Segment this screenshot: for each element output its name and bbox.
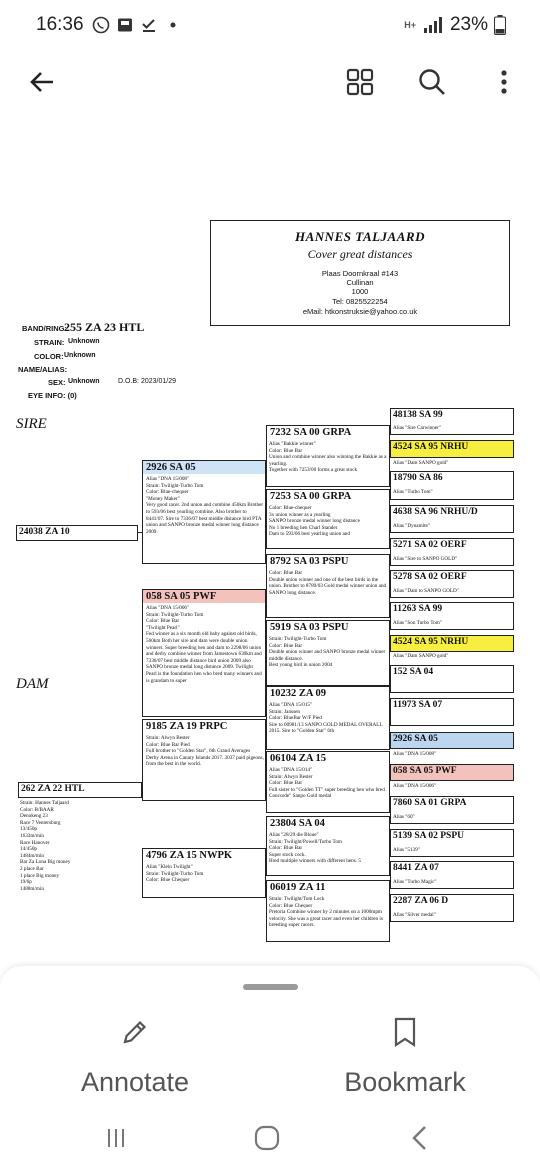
pedigree-document[interactable] (10, 214, 526, 944)
grid-view-icon (346, 68, 374, 96)
eye-info: EYE INFO: (0) (28, 391, 77, 400)
back-nav-button[interactable] (400, 1118, 440, 1158)
notification-icons (92, 16, 182, 34)
gen4-alias-5: Alias "Sire to SANPO GOLD" (393, 556, 458, 562)
gen4-cell-4 (390, 505, 514, 533)
gen4-alias-13: Alias "60" (393, 814, 415, 820)
name-label: NAME/ALIAS: (18, 365, 68, 374)
gen4-alias-7: Alias "Son Turbo Tom" (393, 620, 442, 626)
gen3-box-7 (266, 816, 390, 876)
sire-id: 24038 ZA 10 (19, 527, 70, 537)
gen3-id-7: 23804 SA 04 (270, 818, 325, 829)
battery-icon (494, 15, 506, 35)
date-of-birth: D.O.B: 2023/01/29 (118, 378, 176, 385)
gen4-alias-6: Alias "Dam to SANPO GOLD" (393, 588, 459, 594)
gen3-desc-6: Alias "DNA 15/014" Strain: Alwyn Bester Color: Blue Bar Full sister to "Golden TT" super breeding hen who bred Concorde" Sanpo Gold medal (269, 767, 385, 800)
sire-label: SIRE (16, 416, 47, 432)
recent-apps-button[interactable] (96, 1118, 136, 1158)
gen3-desc-2: Color: Blue-chequer 3x union winner as a yearling SANPO bronze medal winner long distance No 1 breeding hen Charl Stander Dam to 593/06 best yearling union and (269, 505, 360, 538)
address-line-3: 1000 (351, 287, 369, 296)
connector-line (138, 532, 142, 533)
gen3-desc-4: Strain: Twilight-Turbo Tom Color: Blue Bar Double union winner and SANPO bronze medal winner middle distance. Best young bird in union 2004 (269, 636, 386, 669)
dam-box (18, 782, 142, 912)
gen3-box-3 (266, 554, 390, 618)
sire-dam-id: 058 SA 05 PWF (143, 590, 265, 603)
gen4-alias-3: Alias "Turbo Tom" (393, 489, 433, 495)
gen4-id-11: 2926 SA 05 (393, 734, 438, 744)
drag-handle[interactable] (243, 984, 298, 990)
gen3-id-1: 7232 SA 00 GRPA (270, 427, 352, 438)
gen4-alias-14: Alias "5139" (393, 847, 420, 853)
sire-box (16, 525, 138, 541)
gen4-id-10: 11973 SA 07 (393, 700, 443, 710)
dam-description: Strain: Hannes Taljaard Color: B/BAAR Denokeng 23 Race 7 Ventersburg 13/450p 1633m/min Race Hanover 14/450p 1484m/min Bar Za Lona Big money 2 place Bar 1 place Big money 19/6p 1488m/min (20, 800, 71, 892)
home-icon (254, 1125, 280, 1151)
gen3-box-8 (266, 880, 390, 942)
gen4-alias-2: Alias "Dam SANPO gold" (393, 460, 449, 466)
dam-sire-id: 9185 ZA 19 PRPC (146, 721, 228, 732)
gen4-cell-8 (390, 635, 514, 652)
gen4-cell-15 (390, 861, 514, 889)
more-options-button[interactable] (482, 60, 526, 104)
gen4-cell-14 (390, 829, 514, 857)
gen4-cell-1 (390, 408, 514, 435)
dam-dam-description: Alias "Klein Twilight" Strain: Twilight-Turbo Tom Color: Blue Chequer (146, 864, 204, 884)
gen4-cell-6 (390, 570, 514, 598)
address-line-1: Plaas Doornkraal #143 (321, 269, 399, 278)
gen4-cell-5 (390, 538, 514, 566)
annotate-label: Annotate (80, 1067, 190, 1097)
gen4-id-1: 48138 SA 99 (393, 410, 443, 420)
gen4-id-8: 4524 SA 95 NRHU (393, 637, 469, 647)
gen4-alias-8: Alias "Dam SANPO gold" (393, 653, 449, 659)
more-notifications-dot-icon (164, 16, 182, 34)
band-label: BAND/RING: (22, 324, 67, 333)
gen4-id-5: 5271 SA 02 OERF (393, 540, 467, 550)
gen4-id-14: 5139 SA 02 PSPU (393, 831, 464, 841)
gen4-cell-12 (390, 764, 514, 781)
bookmark-button[interactable] (305, 1016, 505, 1098)
top-app-bar (0, 50, 540, 114)
gen4-alias-12: Alias "DNA 15/006" (393, 783, 437, 789)
back-chevron-icon (410, 1125, 430, 1151)
gen3-id-2: 7253 SA 00 GRPA (270, 491, 352, 502)
gen4-id-2: 4524 SA 95 NRHU (393, 442, 469, 452)
email: eMail: htkonstruksie@yahoo.co.uk (302, 307, 418, 316)
gen3-id-3: 8792 SA 03 PSPU (270, 556, 349, 567)
gen4-id-7: 11263 SA 99 (393, 604, 443, 614)
gen3-desc-7: Alias "28/29 die Bloue" Strain: Twilight/Powell/Turbo Tom Color: Blue Bar Super stock cock. Bred multiple winners with different hens. 5 (269, 832, 361, 865)
telephone: Tel: 0825522254 (332, 297, 388, 306)
bookmark-label: Bookmark (344, 1067, 466, 1097)
gen4-cell-11 (390, 732, 514, 749)
sire-sire-id: 2926 SA 05 (143, 461, 265, 474)
home-button[interactable] (247, 1118, 287, 1158)
network-type: H+ (404, 20, 416, 30)
breeder-header (210, 220, 510, 326)
gen3-id-4: 5919 SA 03 PSPU (270, 622, 349, 633)
annotate-button[interactable] (35, 1016, 235, 1098)
color-value: Unknown (64, 352, 96, 359)
status-bar (0, 0, 540, 50)
whatsapp-icon (92, 16, 110, 34)
sire-sire-description: Alias "DNA 15/008" Strain: Twilight-Turbo Tom Color: Blue-chequer "Money Maker" Very good racer. 2nd union and combine 450km Brother to 593/06 best yearling combine. Also brother to 8441/07. Sire to 7336/07 best middle distance bird PTA union and SANPO bronze medal winner long distance 2009. (146, 476, 264, 535)
gen4-alias-15: Alias "Turbo Magic" (393, 879, 437, 885)
gen3-desc-5: Alias "DNA 15/015" Strain: Janssen Color: BlueBar W/F Pied Sire to 00981/13 SANPO GOLD MEDAL OVERALL 2015. Sire to "Golden Star" 6th (269, 702, 383, 735)
gen3-desc-1: Alias "Bakkie winner" Color: Blue Bar Union and combine winner also winning the Bakkie as a yearling. Together with 7253/00 forms a great stock (269, 441, 387, 474)
address-line-2: Cullinan (346, 278, 374, 287)
status-time: 16:36 (36, 14, 84, 35)
sex-label: SEX: (48, 378, 66, 387)
gen4-cell-9 (390, 665, 514, 693)
breeder-name: HANNES TALJAARD (295, 229, 425, 244)
strain-label: STRAIN: (34, 338, 65, 347)
signal-icon (422, 16, 444, 34)
gen3-desc-8: Strain: Twilight/Tom Lock Color: Blue Chequer Pretoria Combine winner by 2 minutes on a 1000mpm velocity. She was a great racer and even her children is breeding super racers. (269, 896, 383, 929)
dam-dam-id: 4796 ZA 15 NWPK (146, 850, 233, 861)
gen4-id-6: 5278 SA 02 OERF (393, 572, 467, 582)
gen4-cell-7 (390, 602, 514, 630)
color-label: COLOR: (34, 352, 64, 361)
sex-value: Unknown (68, 378, 100, 385)
dam-id: 262 ZA 22 HTL (21, 784, 85, 794)
gen4-id-12: 058 SA 05 PWF (393, 766, 457, 776)
recent-apps-icon (104, 1126, 128, 1150)
gallery-icon (116, 16, 134, 34)
gen3-id-5: 10232 ZA 09 (270, 688, 327, 699)
gen4-cell-3 (390, 471, 514, 500)
sire-dam-description: Alias "DNA 15/006" Strain: Twilight-Turbo Tom Color: Blue Bar "Twilight Pearl" Fed winner as a six month old baby against old birds, 560km Both her sire and dam were double union winners. Super breeding hen and dam to 2298/06 union and derby combine winner from Jamestown 630km and 7336/07 best middle distance bird union 2009 also SANPO bronze medal long distance 2009. Twilight Pearl is the foundation hen who bred many winners and is grandam to super (146, 605, 262, 684)
gen4-alias-4: Alias "Dynamite" (393, 523, 430, 529)
gen4-alias-11: Alias "DNA 15/008" (393, 751, 437, 757)
download-done-icon (140, 16, 158, 34)
back-arrow-icon (29, 70, 55, 94)
gen4-alias-1: Alias "Sire Carwinner" (393, 425, 442, 431)
gen3-id-8: 06019 ZA 11 (270, 882, 326, 893)
gen4-alias-16: Alias "Silver medal" (393, 912, 436, 918)
gen4-id-13: 7860 SA 01 GRPA (393, 798, 467, 808)
band-value: 255 ZA 23 HTL (64, 320, 145, 334)
gen4-id-16: 2287 ZA 06 D (393, 896, 449, 906)
more-vert-icon (500, 69, 508, 95)
gen4-id-4: 4638 SA 96 NRHU/D (393, 507, 478, 517)
dam-label: DAM (16, 676, 49, 692)
breeder-tagline: Cover great distances (307, 247, 413, 261)
gen3-desc-3: Color: Blue Bar Double union winner and one of the best birds in the union. Brother to 8789/03 Gold medal winner union and SANPO long distance. (269, 570, 387, 596)
search-button[interactable] (410, 60, 454, 104)
sire-sire-box (142, 460, 266, 564)
bookmark-icon (392, 1016, 418, 1048)
gen4-cell-16 (390, 894, 514, 922)
battery-percent: 23% (449, 14, 488, 35)
search-icon (418, 68, 446, 96)
status-right (404, 14, 506, 36)
sire-dam-box (142, 589, 266, 717)
gen4-id-9: 152 SA 04 (393, 667, 434, 677)
back-button[interactable] (20, 60, 64, 104)
connector-line (142, 789, 143, 799)
dam-id-frame (18, 782, 142, 798)
gen4-cell-13 (390, 796, 514, 824)
dam-sire-box (142, 719, 266, 801)
dam-dam-box (142, 848, 266, 898)
gen3-box-4 (266, 620, 390, 686)
gen3-box-5 (266, 686, 390, 750)
strain-value: Unknown (68, 338, 100, 345)
gen3-box-1 (266, 425, 390, 487)
pencil-icon (119, 1016, 151, 1048)
gen3-box-2 (266, 489, 390, 549)
gen4-id-15: 8441 ZA 07 (393, 863, 439, 873)
system-navigation-bar (0, 1106, 540, 1170)
gen4-cell-2 (390, 440, 514, 458)
grid-view-button[interactable] (338, 60, 382, 104)
dam-sire-description: Strain: Alwyn Bester Color: Blue Bar Pied Full brother to "Golden Star", 6th Grand Averages Derby Arena in Canary Islands 2017. 3037 paid pigeons, from the best in the world. (146, 735, 264, 768)
gen4-id-3: 18790 SA 86 (393, 473, 443, 483)
gen3-id-6: 06104 ZA 15 (270, 753, 327, 764)
gen3-box-6 (266, 751, 390, 813)
gen4-cell-10 (390, 698, 514, 726)
